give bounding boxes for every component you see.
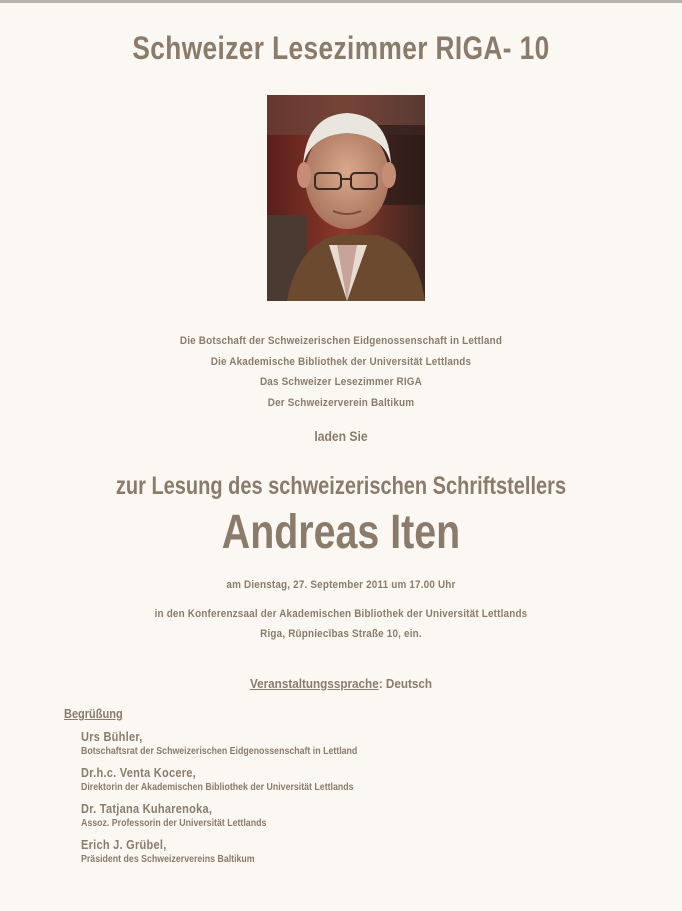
- organizer-line: Die Botschaft der Schweizerischen Eidgenossenschaft in Lettland: [179, 335, 503, 347]
- speaker-item: [81, 837, 357, 867]
- greeting-heading: Begrüßung: [64, 707, 123, 721]
- reading-line: zur Lesung des schweizerischen Schriftstellers: [115, 472, 567, 500]
- top-border: [0, 0, 682, 3]
- speaker-name: Erich J. Grübel,: [81, 838, 167, 852]
- speaker-item: [81, 729, 357, 759]
- speaker-item: [81, 765, 357, 795]
- language-value: Deutsch: [382, 676, 433, 691]
- location-line: Riga, Rūpniecības Straße 10, ein.: [260, 628, 422, 640]
- speaker-name: Dr. Tatjana Kuharenoka,: [81, 802, 213, 816]
- speaker-role: Präsident des Schweizervereins Baltikum: [81, 854, 255, 865]
- organizer-line: Die Akademische Bibliothek der Universität Lettlands: [210, 355, 472, 368]
- invite-text: laden Sie: [314, 429, 368, 444]
- speaker-item: [81, 801, 357, 831]
- organizer-line: Das Schweizer Lesezimmer RIGA: [259, 376, 423, 388]
- speaker-role: Direktorin der Akademischen Bibliothek der Universität Lettlands: [81, 782, 354, 793]
- event-date: am Dienstag, 27. September 2011 um 17.00 Uhr: [226, 579, 456, 591]
- speaker-name: Urs Bühler,: [81, 730, 143, 744]
- author-name: Andreas Iten: [221, 506, 461, 559]
- author-photo: [267, 95, 425, 301]
- speaker-role: Assoz. Professorin der Universität Lettlands: [81, 818, 267, 829]
- organizers-list: [0, 331, 682, 413]
- location-line: in den Konferenzsaal der Akademischen Bibliothek der Universität Lettlands: [154, 608, 528, 620]
- event-location: [0, 604, 682, 644]
- organizer-line: Der Schweizerverein Baltikum: [267, 396, 415, 409]
- speaker-role: Botschaftsrat der Schweizerischen Eidgenossenschaft in Lettland: [81, 746, 358, 757]
- author-portrait-image: [267, 95, 425, 301]
- speaker-name: Dr.h.c. Venta Kocere,: [81, 766, 196, 780]
- language-label: Veranstaltungssprache: [249, 676, 379, 691]
- page-title: Schweizer Lesezimmer RIGA- 10: [132, 30, 550, 66]
- event-language: Veranstaltungssprache: Deutsch: [249, 676, 433, 691]
- speakers-list: [81, 729, 395, 873]
